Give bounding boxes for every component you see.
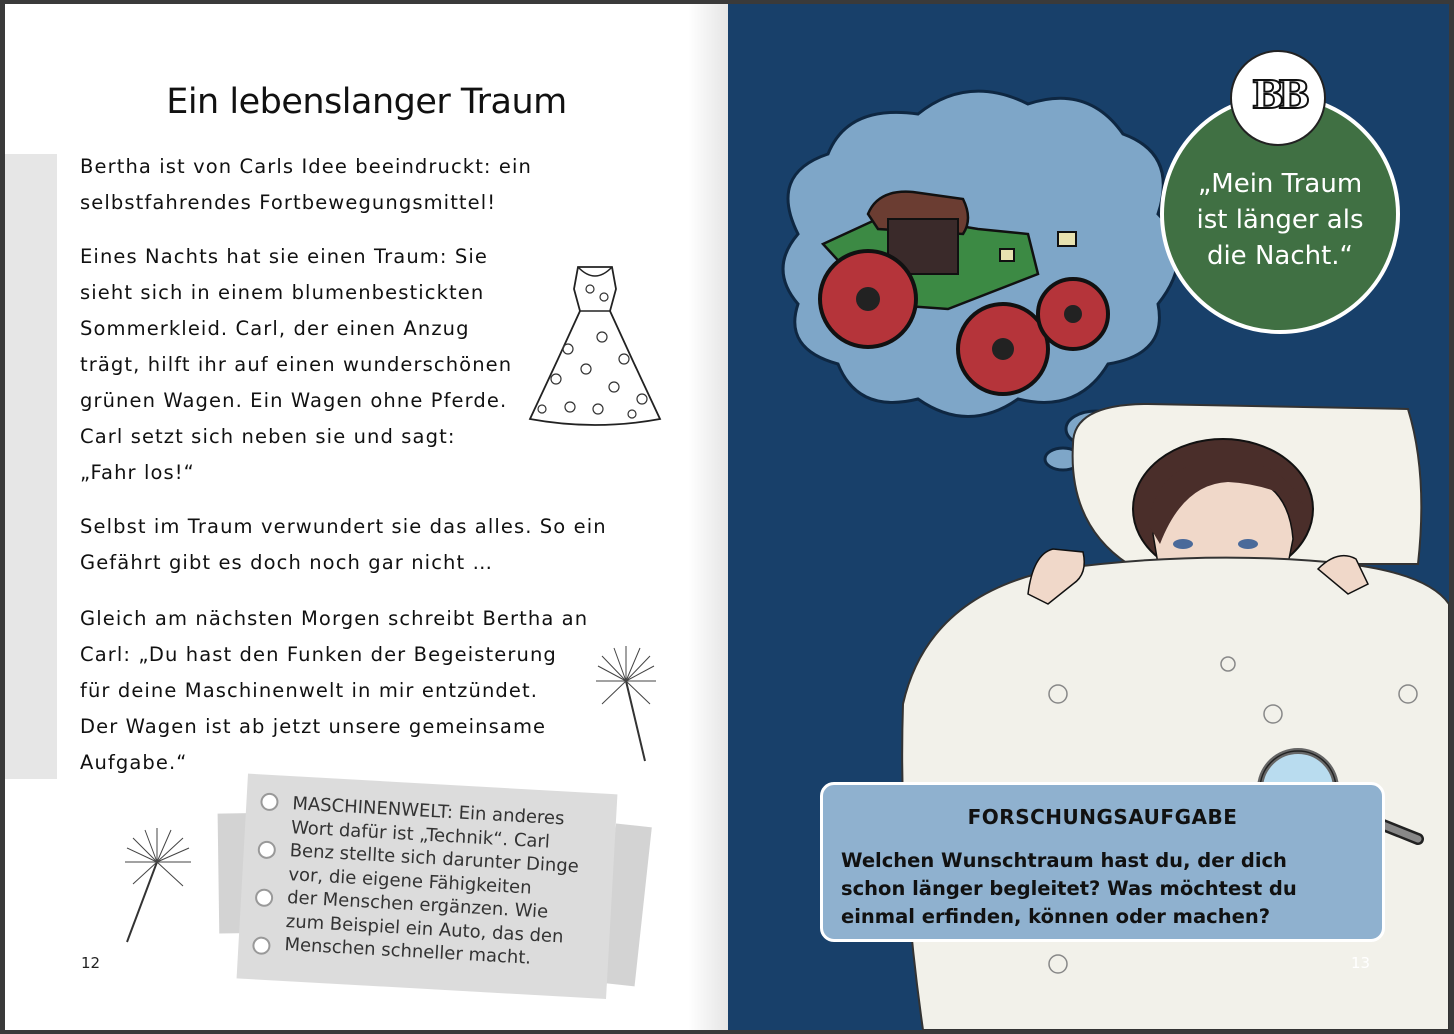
page-number-left: 12 — [81, 954, 101, 972]
right-page — [728, 4, 1449, 1030]
note-text: MASCHINENWELT: Ein anderes Wort dafür ist „Technik“. Carl Benz stellte sich darunter Dinge vor, die eigene Fähigkeiten der Menschen ergänzen. Wie zum Beispiel ein Auto, das den Menschen schneller macht. — [283, 793, 580, 969]
book-spread — [5, 4, 1449, 1030]
binder-ring — [255, 888, 274, 907]
page-title: Ein lebenslanger Traum — [166, 82, 567, 122]
research-task-box — [820, 782, 1385, 942]
binder-ring — [252, 936, 271, 955]
paragraph-2: Eines Nachts hat sie einen Traum: Sie sieht sich in einem blumenbestickten Sommerkleid. Carl, der einen Anzug trägt, hilft ihr auf einen wunderschönen grünen Wagen. Ein Wagen ohne Pferde. Carl setzt sich neben sie und sagt: „Fahr los!“ — [80, 245, 513, 484]
left-page — [5, 4, 728, 1030]
logo-text: BB — [1251, 72, 1305, 117]
page-number-right: 13 — [1351, 954, 1371, 972]
paragraph-4: Gleich am nächsten Morgen schreibt Bertha an Carl: „Du hast den Funken der Begeisterung für deine Maschinenwelt in mir entzündet. Der Wagen ist ab jetzt unsere gemeinsame Aufgabe.“ — [80, 607, 589, 774]
note-paper — [237, 774, 618, 999]
definition-note — [224, 763, 636, 1010]
quote-text: „Mein Traum ist länger als die Nacht.“ — [1196, 169, 1364, 271]
paragraph-1: Bertha ist von Carls Idee beeindruckt: ein selbstfahrendes Fortbewegungsmittel! — [80, 155, 532, 214]
logo-badge — [1230, 50, 1326, 146]
dress-illustration — [520, 259, 670, 429]
research-question: Welchen Wunschtraum hast du, der dich schon länger begleitet? Was möchtest du einmal erfinden, können oder machen? — [841, 849, 1297, 928]
binder-ring — [260, 792, 279, 811]
binder-ring — [257, 840, 276, 859]
dandelion-icon — [590, 636, 660, 766]
paragraph-3: Selbst im Traum verwundert sie das alles. So ein Gefährt gibt es doch noch gar nicht … — [80, 515, 607, 574]
gutter-shadow — [688, 4, 728, 1030]
dandelion-icon — [115, 822, 195, 947]
margin-strip — [5, 154, 57, 779]
research-title: FORSCHUNGSAUFGABE — [967, 805, 1238, 829]
